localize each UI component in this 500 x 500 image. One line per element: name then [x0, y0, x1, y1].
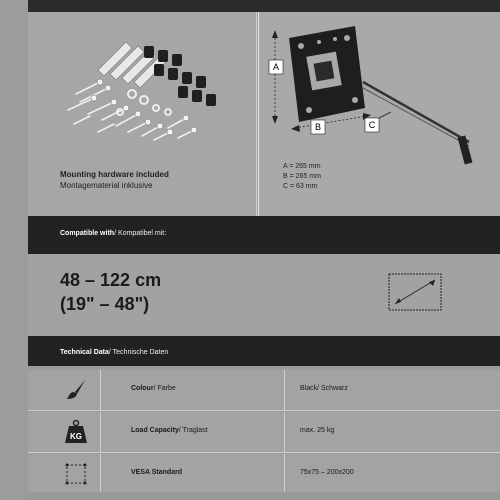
spec-row-vesa	[28, 454, 500, 493]
spec-value-load: max. 25 kg	[300, 427, 335, 434]
hardware-subtitle: Montagematerial inklusive	[60, 181, 153, 190]
spec-key-load: Load Capacity	[131, 427, 179, 434]
technical-label-en: Technical Data	[60, 349, 109, 356]
compatible-header	[28, 216, 500, 254]
paintbrush-icon	[63, 377, 89, 403]
kg-label: KG	[70, 432, 82, 441]
label-b: B	[314, 122, 322, 132]
spec-row-load	[28, 412, 500, 453]
spec-value-colour: Black/ Schwarz	[300, 385, 348, 392]
dimension-b: B = 265 mm	[283, 173, 321, 180]
compatible-label-de: / Kompatibel mit:	[114, 230, 167, 237]
bottom-strip	[28, 492, 500, 500]
spec-value-vesa: 75x75 – 200x200	[300, 469, 354, 476]
top-strip	[28, 0, 500, 12]
spec-key-colour: Colour	[131, 385, 154, 392]
vesa-square-icon	[63, 461, 89, 487]
dimension-c: C = 63 mm	[283, 183, 318, 190]
hardware-illustration	[28, 12, 256, 162]
compatible-label-en: Compatible with	[60, 230, 115, 237]
size-cm: 48 – 122 cm	[60, 270, 162, 290]
hardware-title: Mounting hardware included	[60, 170, 169, 179]
weight-kg-icon	[63, 419, 89, 445]
size-inch: (19" – 48")	[60, 294, 150, 314]
spec-key-colour-de: / Farbe	[153, 385, 176, 392]
label-a: A	[272, 62, 280, 72]
spec-key-load-de: / Traglast	[178, 427, 208, 434]
spec-key-vesa: VESA Standard	[131, 469, 183, 476]
label-c: C	[368, 120, 376, 130]
screen-diagonal-icon	[385, 270, 445, 314]
dimension-list	[283, 162, 321, 192]
technical-label-de: / Technische Daten	[108, 349, 169, 356]
dimension-a: A = 265 mm	[283, 163, 321, 170]
technical-data-header	[28, 336, 500, 366]
spec-row-colour	[28, 370, 500, 411]
